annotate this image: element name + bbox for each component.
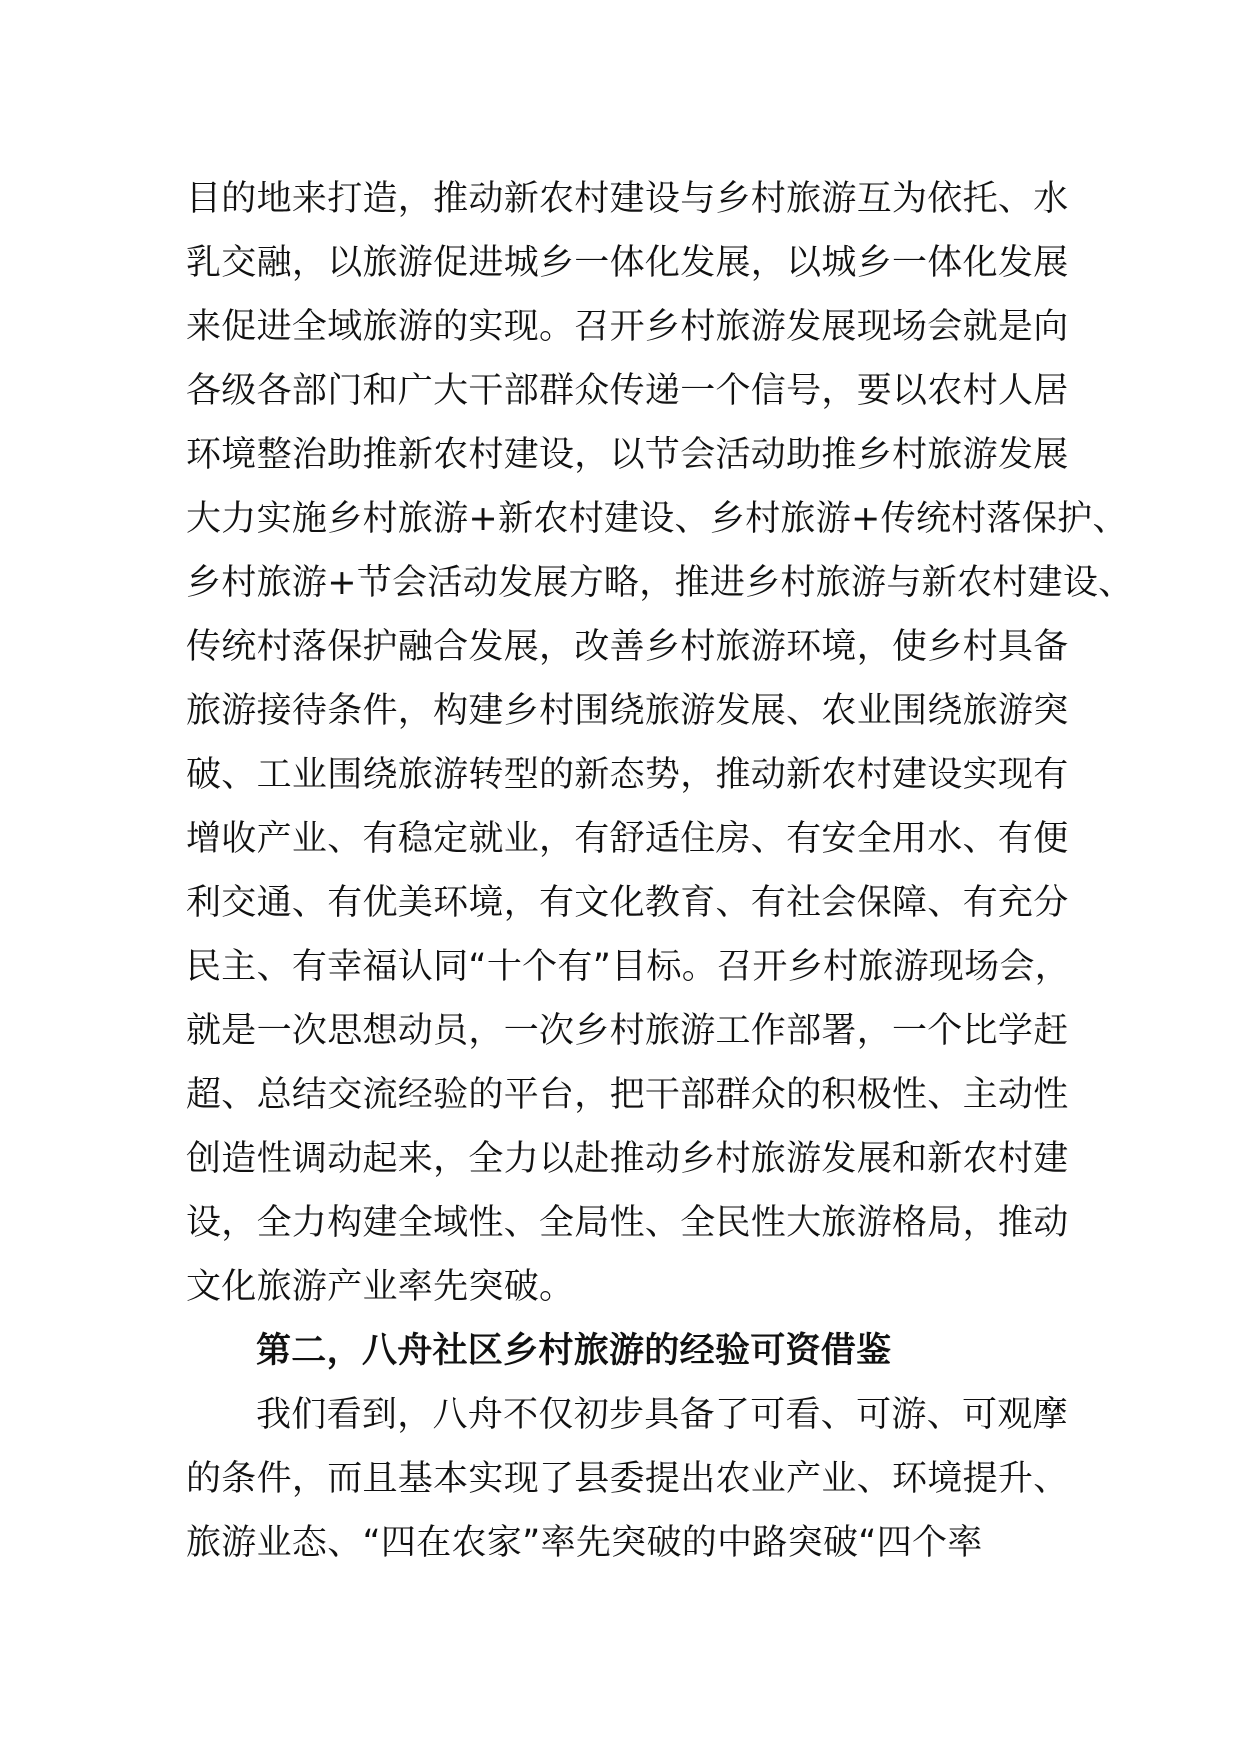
paragraph-line: 来促进全域旅游的实现。召开乡村旅游发展现场会就是向: [186, 307, 1069, 347]
paragraph-line: 传统村落保护融合发展，改善乡村旅游环境，使乡村具备: [186, 627, 1069, 667]
paragraph-line: 利交通、有优美环境，有文化教育、有社会保障、有充分: [186, 883, 1069, 923]
paragraph-line: 创造性调动起来，全力以赴推动乡村旅游发展和新农村建: [186, 1139, 1069, 1179]
paragraph-line: 目的地来打造，推动新农村建设与乡村旅游互为依托、水: [186, 179, 1069, 219]
paragraph2-line: 我们看到，八舟不仅初步具备了可看、可游、可观摩: [256, 1395, 1068, 1435]
paragraph-line: 环境整治助推新农村建设，以节会活动助推乡村旅游发展: [186, 435, 1069, 475]
paragraph-line: 旅游接待条件，构建乡村围绕旅游发展、农业围绕旅游突: [186, 691, 1069, 731]
body-text: [186, 167, 1134, 1575]
paragraph-line: 破、工业围绕旅游转型的新态势，推动新农村建设实现有: [186, 755, 1069, 795]
paragraph-line: 设，全力构建全域性、全局性、全民性大旅游格局，推动: [186, 1203, 1069, 1243]
paragraph-line: 就是一次思想动员，一次乡村旅游工作部署，一个比学赶: [186, 1011, 1069, 1051]
paragraph-line: 民主、有幸福认同“十个有”目标。召开乡村旅游现场会，: [186, 947, 1071, 987]
paragraph-line: 乡村旅游+节会活动发展方略，推进乡村旅游与新农村建设、: [186, 563, 1134, 603]
paragraph2-line: 的条件，而且基本实现了县委提出农业产业、环境提升、: [186, 1459, 1069, 1499]
paragraph-line: 大力实施乡村旅游+新农村建设、乡村旅游+传统村落保护、: [186, 499, 1128, 539]
paragraph-line: 超、总结交流经验的平台，把干部群众的积极性、主动性: [186, 1075, 1069, 1115]
paragraph-line: 增收产业、有稳定就业，有舒适住房、有安全用水、有便: [186, 819, 1069, 859]
section-heading: 第二，八舟社区乡村旅游的经验可资借鉴: [256, 1331, 892, 1371]
paragraph2-line: 旅游业态、“四在农家”率先突破的中路突破“四个率: [186, 1523, 983, 1563]
paragraph-line: 乳交融，以旅游促进城乡一体化发展，以城乡一体化发展: [186, 243, 1069, 283]
paragraph-line: 各级各部门和广大干部群众传递一个信号，要以农村人居: [186, 371, 1069, 411]
paragraph-line: 文化旅游产业率先突破。: [186, 1267, 575, 1307]
